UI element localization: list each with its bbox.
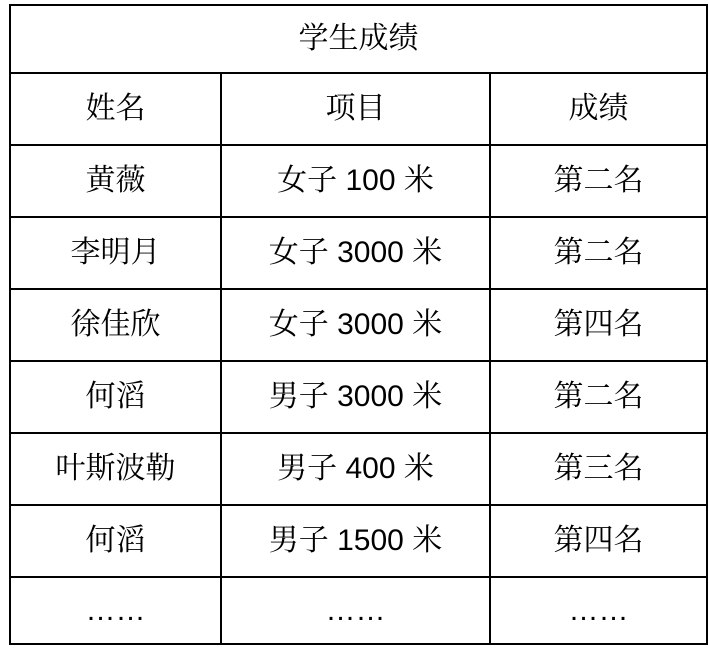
table-row [10, 505, 707, 577]
cell-result: 第三名 [490, 433, 707, 505]
column-header-name: 姓名 [10, 73, 221, 145]
cell-name: 叶斯波勒 [10, 433, 221, 505]
student-grades-table [9, 4, 708, 645]
cell-event: 女子 3000 米 [221, 217, 490, 289]
cell-result: 第二名 [490, 217, 707, 289]
table-title-row [10, 5, 707, 73]
cell-name: 何滔 [10, 505, 221, 577]
cell-name: 黄薇 [10, 145, 221, 217]
cell-event: 女子 3000 米 [221, 289, 490, 361]
table-row [10, 361, 707, 433]
column-header-result: 成绩 [490, 73, 707, 145]
table-row [10, 433, 707, 505]
cell-event: 男子 400 米 [221, 433, 490, 505]
table-title: 学生成绩 [10, 5, 707, 73]
table-row [10, 289, 707, 361]
cell-result: 第二名 [490, 361, 707, 433]
cell-result-ellipsis: …… [490, 577, 707, 644]
table-header-row [10, 73, 707, 145]
cell-name: 何滔 [10, 361, 221, 433]
table-row [10, 145, 707, 217]
cell-name: 徐佳欣 [10, 289, 221, 361]
cell-name: 李明月 [10, 217, 221, 289]
cell-result: 第二名 [490, 145, 707, 217]
cell-event-ellipsis: …… [221, 577, 490, 644]
column-header-event: 项目 [221, 73, 490, 145]
table-row-ellipsis [10, 577, 707, 644]
cell-event: 男子 3000 米 [221, 361, 490, 433]
cell-result: 第四名 [490, 505, 707, 577]
cell-name-ellipsis: …… [10, 577, 221, 644]
cell-result: 第四名 [490, 289, 707, 361]
cell-event: 女子 100 米 [221, 145, 490, 217]
table-row [10, 217, 707, 289]
cell-event: 男子 1500 米 [221, 505, 490, 577]
